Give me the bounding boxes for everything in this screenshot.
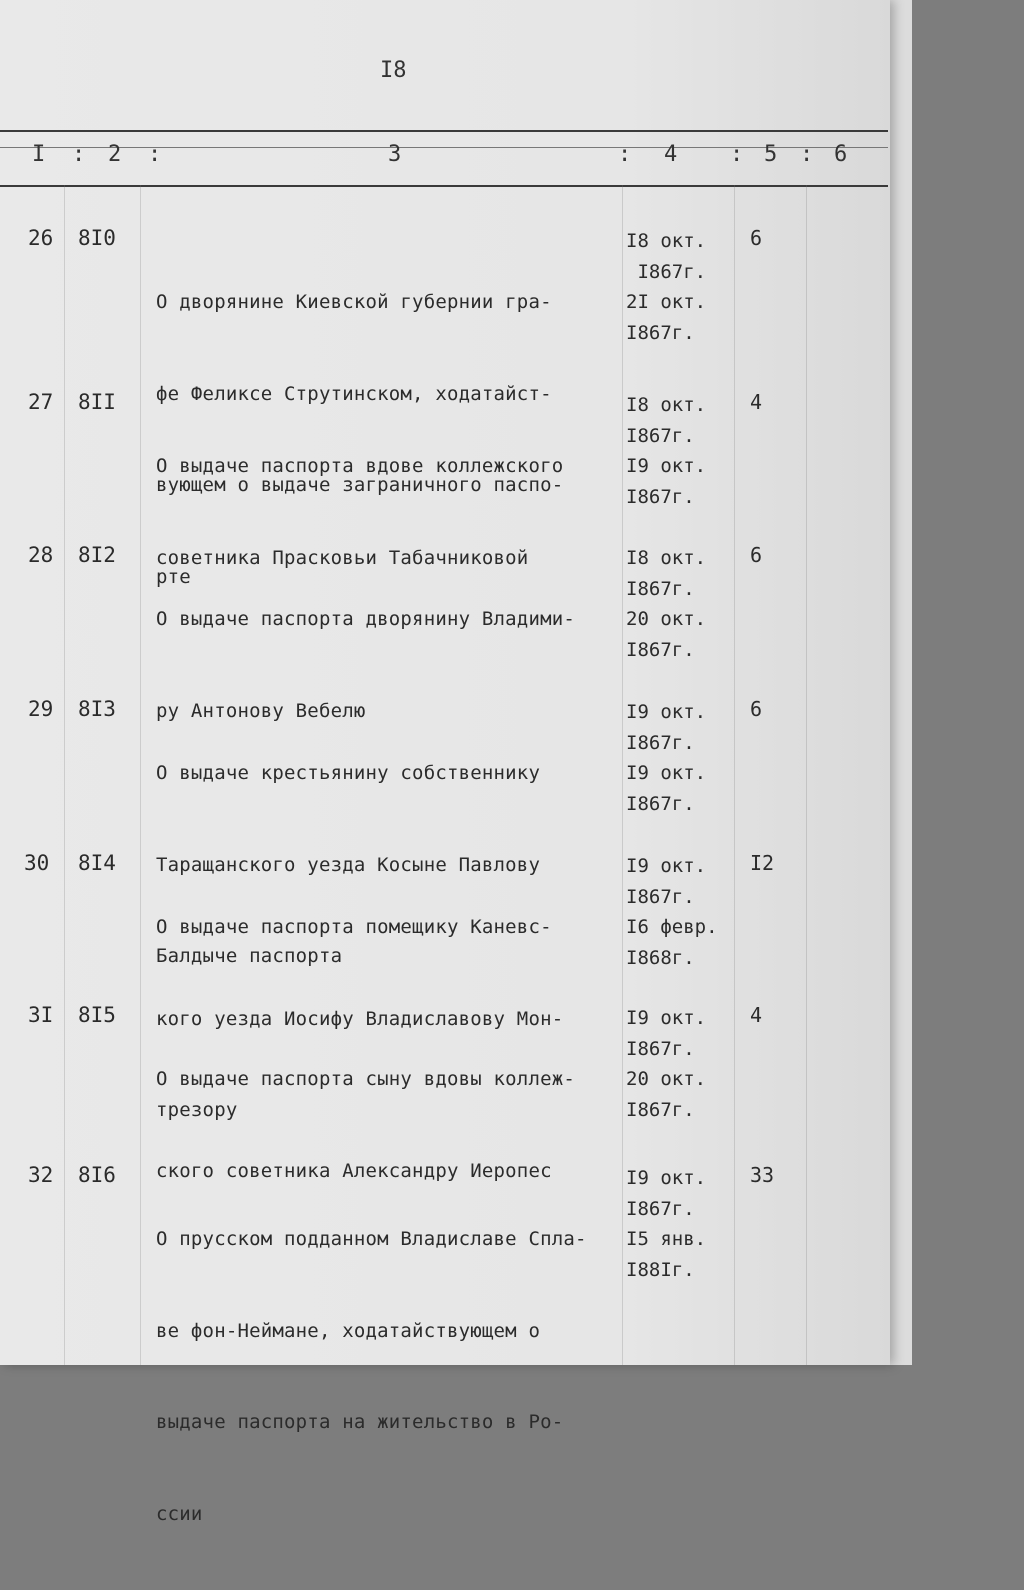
description-line: О прусском подданном Владиславе Спла- xyxy=(156,1228,587,1250)
date-line: I867г. xyxy=(626,577,695,600)
sheet-count: 6 xyxy=(750,543,763,567)
date-line: I9 окт. xyxy=(626,1007,707,1029)
description-line: О выдаче паспорта дворянину Владими- xyxy=(156,608,576,630)
date-line: 2I окт. xyxy=(626,291,707,313)
column-header-2: 2 xyxy=(108,142,122,167)
date-line: I9 окт. xyxy=(626,762,707,784)
date-line: I8 окт. xyxy=(626,394,707,416)
date-line: I9 окт. xyxy=(626,1167,707,1189)
entry-dates xyxy=(626,697,736,819)
description-line: О выдаче паспорта помещику Каневс- xyxy=(156,916,552,938)
date-line: I6 февр. xyxy=(626,916,718,938)
column-separator: : xyxy=(148,142,162,167)
sheet-count: 4 xyxy=(750,390,763,414)
entry-number: 28 xyxy=(28,543,54,567)
column-separator: : xyxy=(72,142,86,167)
date-line: I867г. xyxy=(626,1037,695,1060)
entry-code: 8I5 xyxy=(78,1003,116,1027)
description-line: ру Антонову Вебелю xyxy=(156,699,366,722)
date-line: 20 окт. xyxy=(626,1068,707,1090)
date-line: I867г. xyxy=(626,424,695,447)
date-line: I867г. xyxy=(626,321,695,344)
entry-dates xyxy=(626,1163,736,1285)
entry-dates xyxy=(626,390,736,512)
header-rule-top xyxy=(0,130,888,132)
list-item xyxy=(0,1163,890,1525)
entry-number: 3I xyxy=(28,1003,54,1027)
header-rule-top-inner xyxy=(0,147,888,148)
entry-code: 8I4 xyxy=(78,851,116,875)
sheet-count: 4 xyxy=(750,1003,763,1027)
column-separator: : xyxy=(618,142,632,167)
sheet-count: I2 xyxy=(750,851,775,875)
date-line: 20 окт. xyxy=(626,608,707,630)
entry-code: 8II xyxy=(78,390,116,414)
entry-dates xyxy=(626,851,736,973)
column-header-6: 6 xyxy=(834,142,848,167)
sheet-count: 6 xyxy=(750,226,763,250)
date-line: I867г. xyxy=(626,792,695,815)
entry-number: 29 xyxy=(28,697,54,721)
date-line: I868г. xyxy=(626,946,695,969)
description-line: ве фон-Неймане, ходатайствующем о xyxy=(156,1319,541,1342)
date-line: I867г. xyxy=(626,260,707,283)
date-line: I867г. xyxy=(626,485,695,508)
description-line: фе Феликсе Струтинском, ходатайст- xyxy=(156,382,552,405)
entry-number: 26 xyxy=(28,226,54,250)
description-line: советника Прасковьи Табачниковой xyxy=(156,546,529,569)
date-line: I867г. xyxy=(626,638,695,661)
date-line: I867г. xyxy=(626,731,695,754)
date-line: I8 окт. xyxy=(626,547,707,569)
description-line: трезору xyxy=(156,1099,238,1121)
description-line: ссии xyxy=(156,1502,203,1525)
entry-code: 8I6 xyxy=(78,1163,116,1187)
date-line: I867г. xyxy=(626,1197,695,1220)
date-line: I88Iг. xyxy=(626,1258,695,1281)
column-header-5: 5 xyxy=(764,142,778,167)
description-line: выдаче паспорта на жительство в Ро- xyxy=(156,1411,564,1433)
entry-description xyxy=(156,1163,626,1590)
entry-number: 30 xyxy=(24,851,50,875)
entry-number: 27 xyxy=(28,390,54,414)
entry-dates xyxy=(626,543,736,665)
column-header-4: 4 xyxy=(664,142,678,167)
header-rule-bottom xyxy=(0,185,888,187)
description-line: О дворянине Киевской губернии гра- xyxy=(156,291,552,313)
column-separator: : xyxy=(730,142,744,167)
entry-number: 32 xyxy=(28,1163,54,1187)
description-line: Балдыче паспорта xyxy=(156,945,343,967)
entry-code: 8I3 xyxy=(78,697,116,721)
date-line: I9 окт. xyxy=(626,455,707,477)
date-line: I9 окт. xyxy=(626,855,707,877)
sheet-count: 33 xyxy=(750,1163,775,1187)
description-line: кого уезда Иосифу Владиславову Мон- xyxy=(156,1007,564,1030)
description-line: Таращанского уезда Косыне Павлову xyxy=(156,853,541,876)
entry-code: 8I2 xyxy=(78,543,116,567)
description-line: вующем о выдаче заграничного паспо- xyxy=(156,474,564,496)
date-line: I867г. xyxy=(626,1098,695,1121)
sheet-count: 6 xyxy=(750,697,763,721)
column-header-1: I xyxy=(32,142,46,167)
description-line: О выдаче паспорта вдове коллежского xyxy=(156,455,564,477)
description-line: О выдаче паспорта сыну вдовы коллеж- xyxy=(156,1068,576,1090)
column-header-3: 3 xyxy=(388,142,402,167)
date-line: I867г. xyxy=(626,885,695,908)
entry-code: 8I0 xyxy=(78,226,116,250)
description-line: ского советника Александру Иеропес xyxy=(156,1159,552,1182)
description-line: О выдаче крестьянину собственнику xyxy=(156,762,541,784)
page-number: I8 xyxy=(380,58,407,83)
entry-dates xyxy=(626,1003,736,1125)
entry-dates xyxy=(626,226,736,348)
description-line: рте xyxy=(156,565,191,588)
date-line: I5 янв. xyxy=(626,1228,707,1250)
column-separator: : xyxy=(800,142,814,167)
date-line: I9 окт. xyxy=(626,701,707,723)
date-line: I8 окт. xyxy=(626,230,707,252)
